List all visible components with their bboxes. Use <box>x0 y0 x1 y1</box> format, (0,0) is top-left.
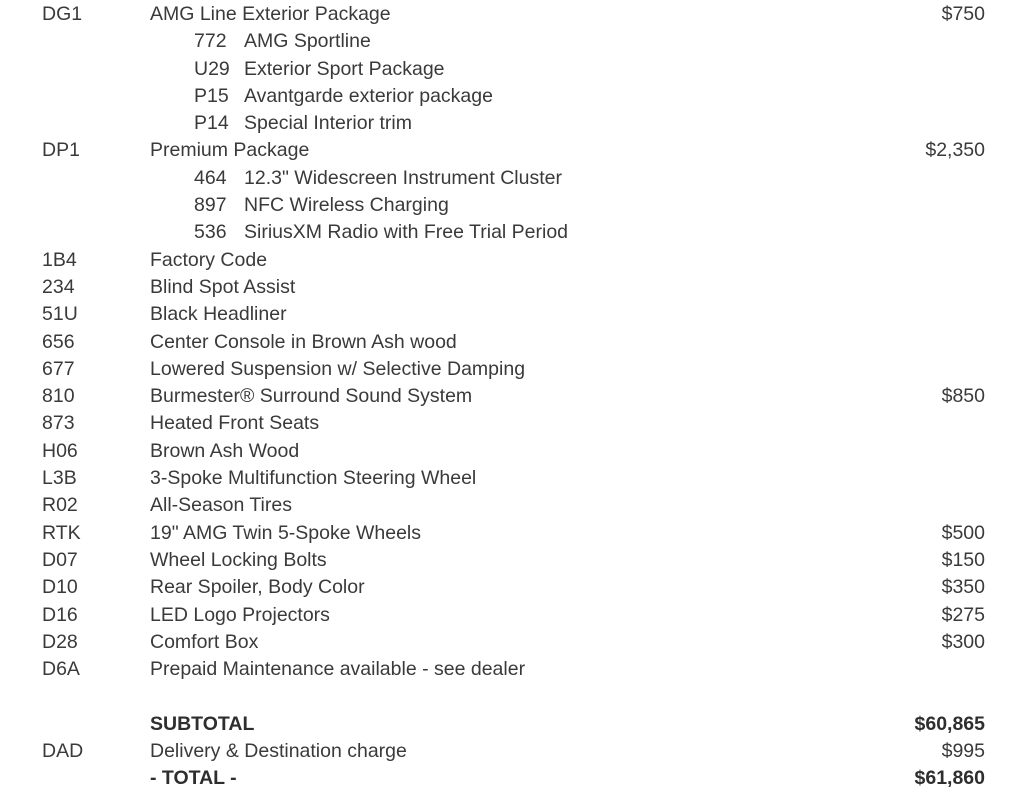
option-code: D10 <box>42 576 78 599</box>
option-code: 656 <box>42 330 75 353</box>
option-description: Heated Front Seats <box>150 412 320 435</box>
option-price: $350 <box>941 576 985 599</box>
options-list <box>0 1 1024 683</box>
option-row <box>0 410 1024 437</box>
package-subitem-row <box>0 83 1024 110</box>
option-code: H06 <box>42 439 78 462</box>
subitem-code: 897 <box>194 194 227 217</box>
subtotal-row <box>0 711 1024 738</box>
option-row <box>0 438 1024 465</box>
total-price: $61,860 <box>914 767 985 790</box>
option-description: Lowered Suspension w/ Selective Damping <box>150 357 526 380</box>
option-description: Comfort Box <box>150 630 259 653</box>
option-row <box>0 465 1024 492</box>
option-row <box>0 274 1024 301</box>
package-subitem-row <box>0 192 1024 219</box>
option-description: Prepaid Maintenance available - see dealer <box>150 658 526 681</box>
subitem-code: U29 <box>194 57 230 80</box>
option-row <box>0 629 1024 656</box>
subitem-description: AMG Sportline <box>244 30 371 53</box>
option-row <box>0 137 1024 164</box>
option-description: Blind Spot Assist <box>150 275 296 298</box>
option-row <box>0 520 1024 547</box>
option-row <box>0 547 1024 574</box>
option-description: Black Headliner <box>150 303 287 326</box>
option-price: $500 <box>941 521 985 544</box>
delivery-code: DAD <box>42 740 84 763</box>
option-row <box>0 1 1024 28</box>
option-code: 1B4 <box>42 248 77 271</box>
total-row <box>0 765 1024 792</box>
option-code: 873 <box>42 412 75 435</box>
option-row <box>0 492 1024 519</box>
package-subitem-row <box>0 56 1024 83</box>
subitem-code: P15 <box>194 84 229 107</box>
subtotal-label: SUBTOTAL <box>150 712 255 735</box>
option-code: R02 <box>42 494 78 517</box>
option-code: DG1 <box>42 3 83 25</box>
option-code: 810 <box>42 385 75 408</box>
option-row <box>0 247 1024 274</box>
option-price: $275 <box>941 603 985 626</box>
option-description: Factory Code <box>150 248 268 271</box>
package-subitem-row <box>0 219 1024 246</box>
subitem-code: 772 <box>194 30 227 53</box>
option-description: Brown Ash Wood <box>150 439 300 462</box>
package-subitem-row <box>0 165 1024 192</box>
option-description: LED Logo Projectors <box>150 603 330 626</box>
option-row <box>0 301 1024 328</box>
option-description: Wheel Locking Bolts <box>150 548 327 571</box>
option-code: 234 <box>42 275 75 298</box>
option-price: $300 <box>941 630 985 653</box>
option-code: DP1 <box>42 139 80 162</box>
price-sheet <box>0 1 1024 793</box>
subitem-description: Special Interior trim <box>244 112 412 135</box>
package-subitem-row <box>0 28 1024 55</box>
option-code: D16 <box>42 603 78 626</box>
option-row <box>0 356 1024 383</box>
subitem-description: 12.3" Widescreen Instrument Cluster <box>244 166 562 189</box>
option-description: 3-Spoke Multifunction Steering Wheel <box>150 467 477 490</box>
option-description: Premium Package <box>150 139 310 162</box>
option-description: Center Console in Brown Ash wood <box>150 330 457 353</box>
option-row <box>0 574 1024 601</box>
delivery-row <box>0 738 1024 765</box>
delivery-desc: Delivery & Destination charge <box>150 740 407 763</box>
subitem-description: NFC Wireless Charging <box>244 194 449 217</box>
option-price: $750 <box>941 3 985 25</box>
option-description: All-Season Tires <box>150 494 292 517</box>
spacer <box>0 683 1024 710</box>
delivery-price: $995 <box>941 740 985 763</box>
subitem-code: 536 <box>194 221 227 244</box>
option-row <box>0 602 1024 629</box>
total-label: - TOTAL - <box>150 767 237 790</box>
package-subitem-row <box>0 110 1024 137</box>
subitem-description: Exterior Sport Package <box>244 57 445 80</box>
subtotal-price: $60,865 <box>914 712 985 735</box>
option-description: AMG Line Exterior Package <box>150 3 391 25</box>
option-price: $850 <box>941 385 985 408</box>
option-description: Rear Spoiler, Body Color <box>150 576 365 599</box>
subitem-code: P14 <box>194 112 229 135</box>
option-description: Burmester® Surround Sound System <box>150 385 473 408</box>
option-code: D6A <box>42 658 80 681</box>
option-price: $150 <box>941 548 985 571</box>
option-code: L3B <box>42 467 77 490</box>
option-row <box>0 329 1024 356</box>
option-row <box>0 656 1024 683</box>
option-code: 677 <box>42 357 75 380</box>
option-price: $2,350 <box>925 139 985 162</box>
option-description: 19" AMG Twin 5-Spoke Wheels <box>150 521 422 544</box>
option-code: D28 <box>42 630 78 653</box>
option-code: 51U <box>42 303 78 326</box>
subitem-code: 464 <box>194 166 227 189</box>
subitem-description: SiriusXM Radio with Free Trial Period <box>244 221 569 244</box>
option-code: D07 <box>42 548 78 571</box>
option-code: RTK <box>42 521 81 544</box>
subitem-description: Avantgarde exterior package <box>244 84 493 107</box>
option-row <box>0 383 1024 410</box>
